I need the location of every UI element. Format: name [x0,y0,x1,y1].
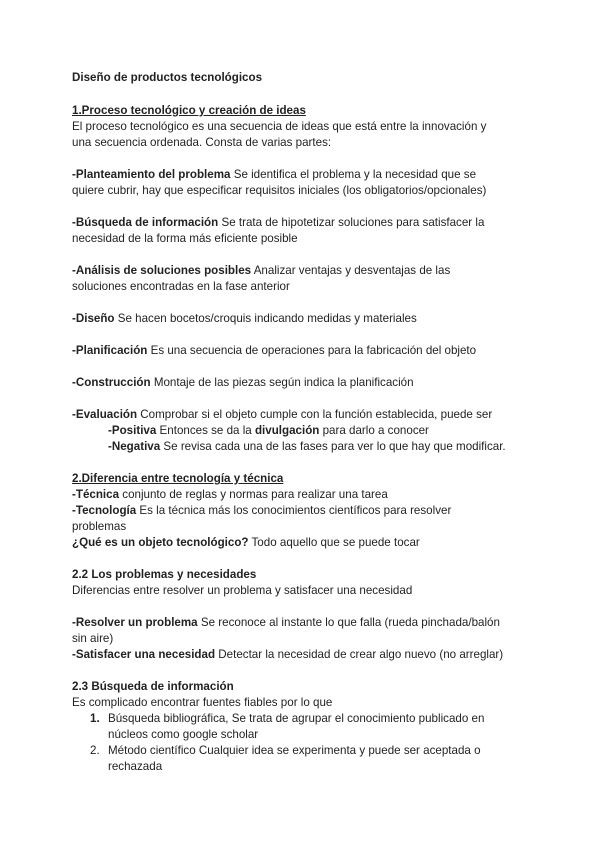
item-evaluacion [72,407,492,423]
item-term: -Análisis de soluciones posibles [72,264,252,277]
item-text: Es la técnica más los conocimientos científicos para resolver [136,504,452,517]
item-term: -Positiva [108,424,157,437]
item-term: -Diseño [72,312,115,325]
item-text: Montaje de las piezas según indica la planificación [150,376,414,389]
item-term: -Construcción [72,376,151,389]
item-term: -Resolver un problema [72,616,198,629]
item-planificacion [72,343,476,359]
list-item: Método científico Cualquier idea se experimenta y puede ser aceptada o [108,744,481,757]
list-item-continued: núcleos como google scholar [108,728,259,741]
item-term: divulgación [254,424,320,437]
item-text: Todo aquello que se puede tocar [248,536,420,549]
paragraph-line: problemas [72,520,127,533]
item-analisis [72,263,450,279]
list-item: Búsqueda bibliográfica, Se trata de agrupar el conocimiento publicado en [108,712,485,725]
paragraph-line: soluciones encontradas en la fase anterior [72,280,290,293]
paragraph-line: sin aire) [72,632,114,645]
item-term: -Planificación [72,344,148,357]
item-planteamiento [72,167,476,183]
item-term: -Negativa [108,440,161,453]
list-number: 1. [90,712,100,725]
page-title: Diseño de productos tecnológicos [72,71,263,84]
item-term: -Tecnología [72,504,137,517]
item-text: conjunto de reglas y normas para realizar una tarea [119,488,388,501]
item-text: Se identifica el problema y la necesidad que se [230,168,477,181]
item-text: Comprobar si el objeto cumple con la función establecida, puede ser [137,408,493,421]
sub-item-negativa [108,439,506,455]
section-2-heading: 2.Diferencia entre tecnología y técnica [72,472,284,485]
item-text: para darlo a conocer [319,424,429,437]
section-1-heading: 1.Proceso tecnológico y creación de ideas [72,104,306,117]
paragraph-line: quiere cubrir, hay que especificar requisitos iniciales (los obligatorios/opcionales) [72,184,487,197]
item-construccion [72,375,414,391]
item-term: -Satisfacer una necesidad [72,648,216,661]
item-term: -Técnica [72,488,120,501]
item-text: Entonces se da la [156,424,255,437]
item-term: -Evaluación [72,408,138,421]
item-term: -Búsqueda de información [72,216,219,229]
item-text: Analizar ventajas y desventajas de las [251,264,451,277]
item-text: Se reconoce al instante lo que falla (rueda pinchada/balón [197,616,500,629]
item-term: -Planteamiento del problema [72,168,231,181]
sub-item-positiva [108,423,429,439]
list-item-continued: rechazada [108,760,163,773]
paragraph-line: Diferencias entre resolver un problema y satisfacer una necesidad [72,584,413,597]
paragraph-line: necesidad de la forma más eficiente posible [72,232,298,245]
section-2-3-heading: 2.3 Búsqueda de información [72,680,234,693]
item-text: Es una secuencia de operaciones para la fabricación del objeto [147,344,477,357]
item-satisfacer [72,647,503,663]
section-2-2-heading: 2.2 Los problemas y necesidades [72,568,257,581]
item-busqueda [72,215,484,231]
list-number: 2. [90,744,100,757]
item-diseno [72,311,417,327]
paragraph-line: una secuencia ordenada. Consta de varias partes: [72,136,332,149]
item-tecnica [72,487,388,503]
item-text: Detectar la necesidad de crear algo nuevo (no arreglar) [215,648,504,661]
item-objeto-tecnologico [72,535,420,551]
item-text: Se trata de hipotetizar soluciones para satisfacer la [218,216,485,229]
item-term: ¿Qué es un objeto tecnológico? [72,536,249,549]
item-tecnologia [72,503,451,519]
item-resolver [72,615,500,631]
paragraph-line: Es complicado encontrar fuentes fiables por lo que [72,696,333,709]
item-text: Se revisa cada una de las fases para ver lo que hay que modificar. [160,440,506,453]
item-text: Se hacen bocetos/croquis indicando medidas y materiales [114,312,417,325]
paragraph-line: El proceso tecnológico es una secuencia de ideas que está entre la innovación y [72,120,487,133]
